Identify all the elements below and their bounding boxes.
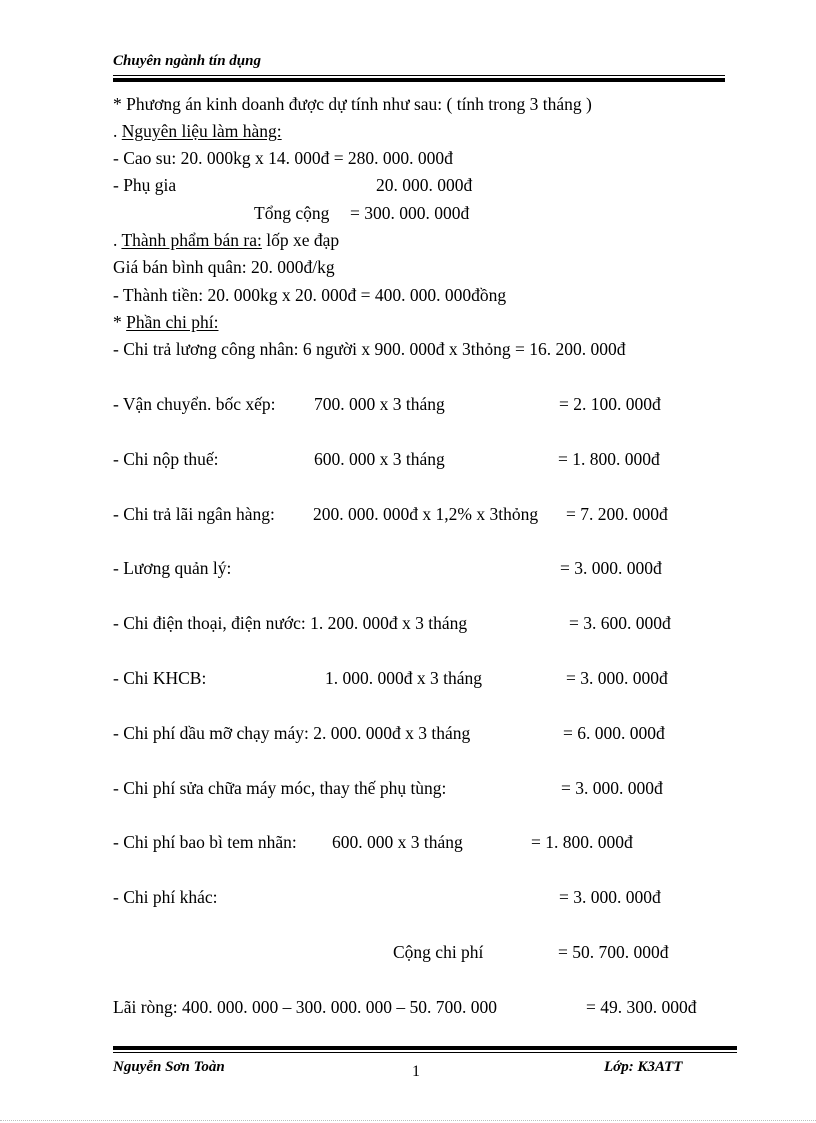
footer-class: Lớp: K3ATT <box>604 1059 683 1075</box>
utilities-label: - Chi điện thoại, điện nước: 1. 200. 000đ x 3 tháng <box>113 613 468 633</box>
sum-total: = 50. 700. 000đ <box>558 942 669 962</box>
header-rule-thick <box>113 78 725 82</box>
tax-label: - Chi nộp thuế: <box>113 449 219 469</box>
revenue-line: - Thành tiền: 20. 000kg x 20. 000đ = 400. 000. 000đồng <box>113 285 507 305</box>
product-heading: Thành phẩm bán ra: <box>121 230 262 250</box>
total-value: = 300. 000. 000đ <box>350 203 470 223</box>
header-rule-thin <box>113 75 725 76</box>
footer-rule-thin <box>113 1052 737 1053</box>
profit-label: Lãi ròng: 400. 000. 000 – 300. 000. 000 – 50. 700. 000 <box>113 997 498 1017</box>
materials-prefix: . <box>113 121 122 141</box>
page-number: 1 <box>412 1063 420 1080</box>
product-prefix: . <box>113 230 122 250</box>
repair-label: - Chi phí sửa chữa máy móc, thay thế phụ tùng: <box>113 778 447 798</box>
additive-value: 20. 000. 000đ <box>376 175 473 195</box>
costs-heading: Phần chi phí: <box>126 312 219 332</box>
footer-rule-thick <box>113 1046 737 1050</box>
additive-label: - Phụ gia <box>113 175 177 195</box>
repair-total: = 3. 000. 000đ <box>561 778 663 798</box>
materials-line <box>113 120 282 142</box>
transport-total: = 2. 100. 000đ <box>559 394 661 414</box>
costs-prefix: * <box>113 312 127 332</box>
tax-total: = 1. 800. 000đ <box>558 449 660 469</box>
avg-price: Giá bán bình quân: 20. 000đ/kg <box>113 257 335 277</box>
plan-intro: * Phương án kinh doanh được dự tính như sau: ( tính trong 3 tháng ) <box>113 94 592 114</box>
packaging-total: = 1. 800. 000đ <box>531 832 633 852</box>
tax-calc: 600. 000 x 3 tháng <box>314 449 445 469</box>
fuel-label: - Chi phí dầu mỡ chạy máy: 2. 000. 000đ x 3 tháng <box>113 723 471 743</box>
sum-label: Cộng chi phí <box>393 942 484 962</box>
costs-heading-line <box>113 311 218 333</box>
interest-calc: 200. 000. 000đ x 1,2% x 3thỏng <box>313 504 539 524</box>
other-label: - Chi phí khác: <box>113 887 218 907</box>
footer-author: Nguyễn Sơn Toàn <box>113 1059 225 1075</box>
transport-label: - Vận chuyển. bốc xếp: <box>113 394 276 414</box>
depreciation-label: - Chi KHCB: <box>113 668 207 688</box>
depreciation-calc: 1. 000. 000đ x 3 tháng <box>325 668 483 688</box>
product-name: lốp xe đạp <box>261 230 340 250</box>
materials-heading: Nguyên liệu làm hàng: <box>121 121 282 141</box>
total-label: Tổng cộng <box>254 203 330 223</box>
packaging-label: - Chi phí bao bì tem nhãn: <box>113 832 297 852</box>
management-label: - Lương quản lý: <box>113 558 232 578</box>
wages-line: - Chi trả lương công nhân: 6 người x 900. 000đ x 3thỏng = 16. 200. 000đ <box>113 339 626 359</box>
profit-total: = 49. 300. 000đ <box>586 997 697 1017</box>
management-total: = 3. 000. 000đ <box>560 558 662 578</box>
other-total: = 3. 000. 000đ <box>559 887 661 907</box>
interest-label: - Chi trả lãi ngân hàng: <box>113 504 275 524</box>
page-edge <box>0 1120 816 1121</box>
product-line <box>113 229 339 251</box>
depreciation-total: = 3. 000. 000đ <box>566 668 668 688</box>
packaging-calc: 600. 000 x 3 tháng <box>332 832 463 852</box>
fuel-total: = 6. 000. 000đ <box>563 723 665 743</box>
interest-total: = 7. 200. 000đ <box>566 504 668 524</box>
utilities-total: = 3. 600. 000đ <box>569 613 671 633</box>
rubber-line: - Cao su: 20. 000kg x 14. 000đ = 280. 000. 000đ <box>113 148 453 168</box>
header-title: Chuyên ngành tín dụng <box>113 53 261 69</box>
transport-calc: 700. 000 x 3 tháng <box>314 394 445 414</box>
